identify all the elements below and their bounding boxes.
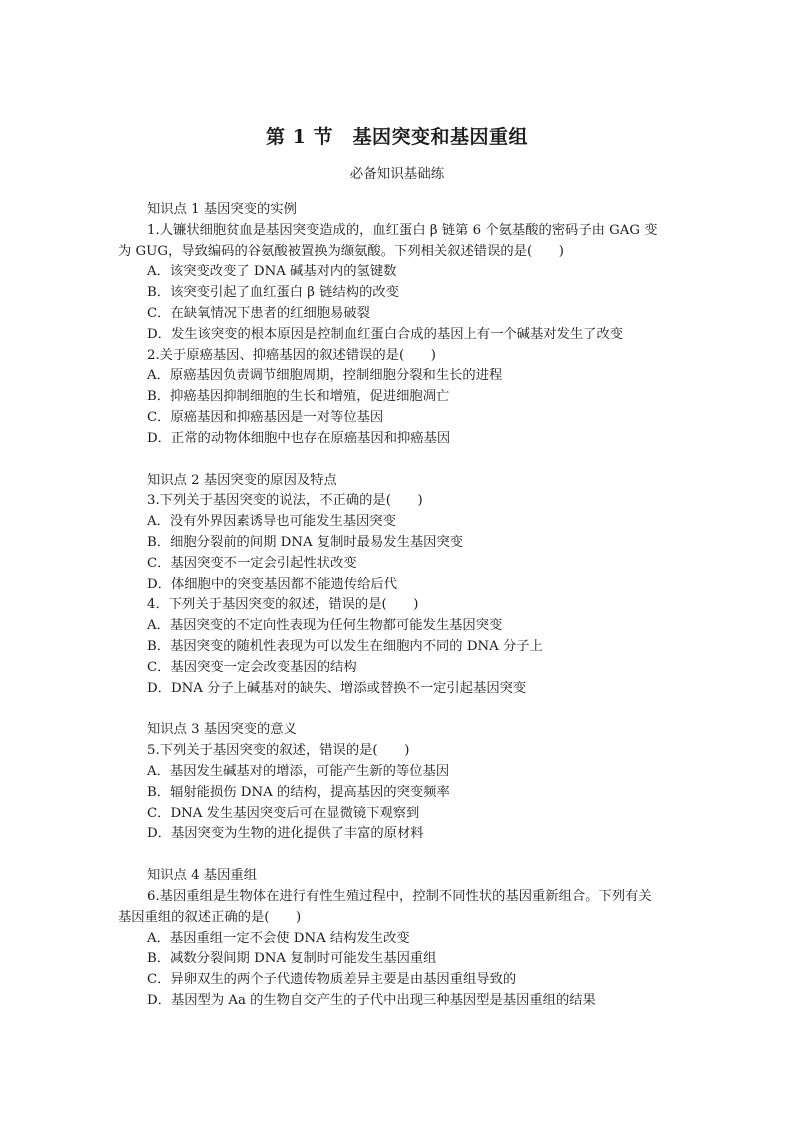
option-b: B．细胞分裂前的间期 DNA 复制时最易发生基因突变 <box>147 534 464 550</box>
question-3 <box>118 491 680 595</box>
option-d: D．体细胞中的突变基因都不能遗传给后代 <box>147 576 398 592</box>
section-2 <box>118 471 680 700</box>
question-6 <box>118 887 680 1012</box>
question-stem-continued: 基因重组的叙述正确的是( ) <box>118 909 302 925</box>
question-stem: 2.关于原癌基因、抑癌基因的叙述错误的是( ) <box>147 347 436 363</box>
option-d: D．基因突变为生物的进化提供了丰富的原材料 <box>147 826 424 842</box>
question-5 <box>118 741 680 845</box>
option-b: B．减数分裂间期 DNA 复制时可能发生基因重组 <box>147 951 437 967</box>
section-1 <box>118 200 680 450</box>
section-title: 知识点 2 基因突变的原因及特点 <box>147 472 337 488</box>
question-stem: 6.基因重组是生物体在进行有性生殖过程中，控制不同性状的基因重新组合。下列有关 <box>147 888 652 904</box>
option-a: A．基因发生碱基对的增添，可能产生新的等位基因 <box>147 763 450 779</box>
option-c: C．基因突变不一定会引起性状改变 <box>147 555 357 571</box>
option-c: C．基因突变一定会改变基因的结构 <box>147 659 357 675</box>
option-d: D．发生该突变的根本原因是控制血红蛋白合成的基因上有一个碱基对发生了改变 <box>147 326 624 342</box>
question-2 <box>118 346 680 450</box>
question-stem: 3.下列关于基因突变的说法，不正确的是( ) <box>147 493 423 509</box>
section-title: 知识点 1 基因突变的实例 <box>147 202 297 217</box>
option-c: C．DNA 发生基因突变后可在显微镜下观察到 <box>147 805 420 821</box>
option-a: A．基因突变的不定向性表现为任何生物都可能发生基因突变 <box>147 618 503 634</box>
question-4 <box>118 595 680 699</box>
question-content <box>118 200 680 1033</box>
option-b: B．抑癌基因抑制细胞的生长和增殖，促进细胞凋亡 <box>147 389 450 405</box>
option-b: B．辐射能损伤 DNA 的结构，提高基因的突变频率 <box>147 784 450 800</box>
option-b: B．该突变引起了血红蛋白 β 链结构的改变 <box>147 285 399 301</box>
page-title: 第 1 节 基因突变和基因重组 <box>266 126 528 148</box>
option-a: A．原癌基因负责调节细胞周期，控制细胞分裂和生长的进程 <box>147 368 503 384</box>
question-stem: 1.人镰状细胞贫血是基因突变造成的，血红蛋白 β 链第 6 个氨基酸的密码子由 GAG 变 <box>147 222 658 238</box>
question-stem: 4．下列关于基因突变的叙述，错误的是( ) <box>147 597 419 613</box>
option-b: B．基因突变的随机性表现为可以发生在细胞内不同的 DNA 分子上 <box>147 638 543 654</box>
question-stem: 5.下列关于基因突变的叙述，错误的是( ) <box>147 743 410 759</box>
option-a: A．基因重组一定不会使 DNA 结构发生改变 <box>147 930 410 946</box>
option-c: C．在缺氧情况下患者的红细胞易破裂 <box>147 305 370 321</box>
question-stem-continued: 为 GUG，导致编码的谷氨酸被置换为缬氨酸。下列相关叙述错误的是( ) <box>118 243 564 259</box>
section-title: 知识点 4 基因重组 <box>147 868 257 884</box>
section-4 <box>118 866 680 1012</box>
option-c: C．异卵双生的两个子代遗传物质差异主要是由基因重组导致的 <box>147 972 517 988</box>
option-d: D．正常的动物体细胞中也存在原癌基因和抑癌基因 <box>147 430 451 446</box>
option-d: D．基因型为 Aa 的生物自交产生的子代中出现三种基因型是基因重组的结果 <box>147 992 596 1008</box>
section-title: 知识点 3 基因突变的意义 <box>147 722 297 738</box>
option-a: A．该突变改变了 DNA 碱基对内的氢键数 <box>147 264 397 280</box>
option-a: A．没有外界因素诱导也可能发生基因突变 <box>147 514 396 530</box>
section-3 <box>118 720 680 845</box>
question-1 <box>118 221 680 346</box>
option-c: C．原癌基因和抑癌基因是一对等位基因 <box>147 409 384 425</box>
option-d: D．DNA 分子上碱基对的缺失、增添或替换不一定引起基因突变 <box>147 680 527 696</box>
page-subtitle: 必备知识基础练 <box>349 166 445 182</box>
